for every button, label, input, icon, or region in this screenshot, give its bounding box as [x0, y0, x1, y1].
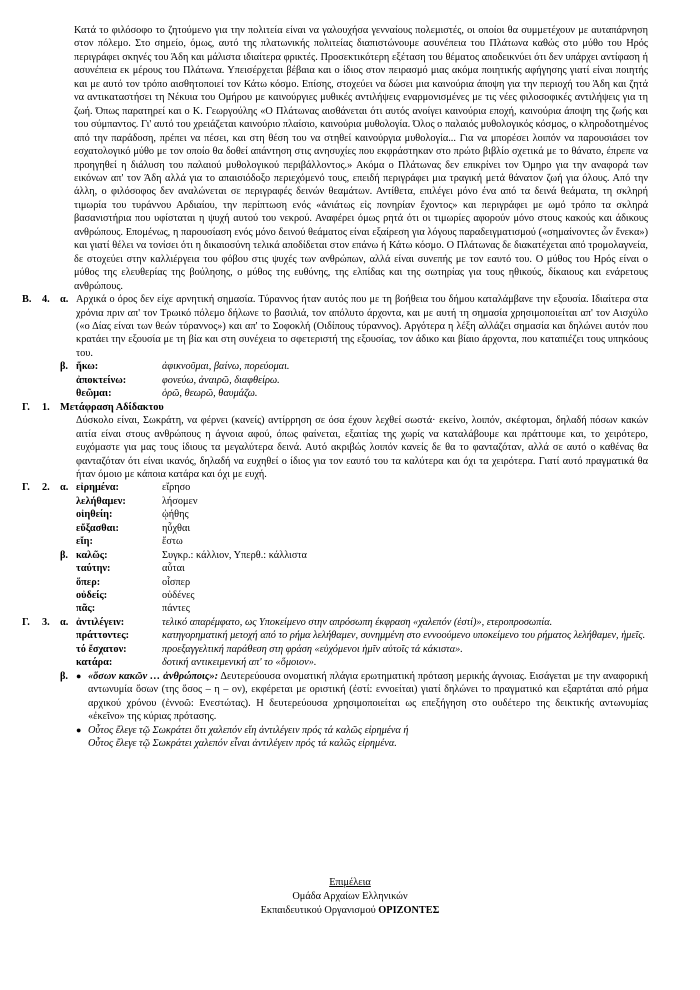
section-group-label-a: α. [60, 616, 69, 628]
syntax-row [76, 616, 648, 629]
section-G1-translation: Δύσκολο είναι, Σωκράτη, να φέρνει (κανείς) αντίρρηση σε όσα έχουν λεχθεί σωστά· εκείνο, λοιπόν, σκέφτομαι, δηλαδή πόσων κακών αιτία είναι στους ανθρώπους η άγνοια αφού, όπως φαίνεται, εξαιτίας της χωρίς να καταλάβουμε και πράττουμε και, το χειρότερο, ευχόμαστε για μας τους ίδιους τα μεγαλύτερα δεινά. Αυτό ακριβώς λοιπόν κανείς δε θα το φανταζόταν, αλλά σε αυτό ο καθένας θα φανταζόταν ότι είναι ικανός, δηλαδή να ευχηθεί ο ίδιος για τον εαυτό του τα καλύτερα και όχι τα χειρότερα. Γιατί αυτό πραγματικά θα ήταν όμοιο με κάποια κατάρα και όχι με ευχή. [76, 415, 648, 480]
list-item [76, 737, 648, 750]
vocab-row [76, 374, 648, 387]
bullets-container [76, 670, 648, 751]
section-B4-item-a-text: Αρχικά ο όρος δεν είχε αρνητική σημασία. Τύραννος ήταν αυτός που με τη βοήθεια του δήμου καταλάμβανε την εξουσία. Ιδιαίτερα στα χρόνια πριν απ' τον Τρωικό πόλεμο δήλωνε το βασιλιά, τον απόλυτο άρχοντα, και με αυτή τη σημασία χρησιμοποιείται απ' τον Αισχύλο («ο Δίας είναι των θεών τύραννος») και απ' το Σοφοκλή (Οιδίπους τύραννος). Αργότερα η λέξη αλλάζει σημασία και δηλώνει αυτόν που κρατάει την εξουσία με τη βία και στη συνέχεια το σφετεριστή της εξουσίας, τον άδικο και βίαιο άρχοντα, που καταπιέζει τους υπηκόους του. [76, 294, 648, 359]
grammar-row [76, 602, 648, 615]
grammar-row [76, 562, 648, 575]
vocab-definition: ἀφικνοῦμαι, βαίνω, πορεύομαι. [162, 361, 290, 373]
grammar-answer: αὗται [162, 563, 185, 575]
vocab-term: ἀποκτείνω: [76, 374, 127, 386]
list-item [76, 724, 648, 737]
syntax-explanation: κατηγορηματική μετοχή από το ρήμα λελήθαμεν, συνημμένη στο εννοούμενο υποκείμενο του ρήματος λελήθαμεν, ἡμεῖς. [162, 630, 646, 642]
list-item [76, 670, 648, 724]
section-group-label-b: β. [60, 670, 68, 682]
grammar-row [76, 576, 648, 589]
section-item-label-a: α. [60, 294, 69, 306]
grammar-term: ταύτην: [76, 563, 111, 575]
grammar-list-verbs [76, 481, 648, 548]
bullet-text: Οὗτος ἔλεγε τῷ Σωκράτει ὅτι χαλεπόν εἴη ἀντιλέγειν πρός τά καλῶς εἰρημένα ή [88, 724, 409, 736]
grammar-term: ὅπερ: [76, 576, 101, 588]
section-G1-heading: Μετάφραση Αδίδακτου [60, 401, 164, 413]
vocab-row [76, 387, 648, 400]
grammar-term: οὐδείς: [76, 590, 108, 602]
syntax-list [76, 616, 648, 670]
syntax-row [76, 656, 648, 669]
section-B4 [22, 293, 648, 360]
grammar-term: καλῶς: [76, 549, 108, 561]
syntax-explanation: προεξαγγελτική παράθεση στη φράση «εὐχόμενοι ἡμῖν αὐτοῖς τά κάκιστα». [162, 643, 463, 655]
syntax-term: κατάρα: [76, 657, 113, 669]
footer-org-prefix: Εκπαιδευτικού Οργανισμού [260, 905, 379, 916]
grammar-row [76, 481, 648, 494]
bullet-dot-icon: ● [76, 671, 82, 682]
grammar-answer: οἷσπερ [162, 576, 191, 588]
grammar-term: εἴη: [76, 536, 93, 548]
bullet-lead: «ὅσων κακῶν … ἀνθρώποις»: [88, 670, 219, 682]
section-G2-group-b [22, 549, 648, 616]
section-label-number: 4. [42, 294, 50, 306]
footer [0, 876, 700, 918]
vocab-term: θεῶμαι: [76, 388, 112, 400]
section-item-label-b: β. [60, 361, 68, 373]
syntax-term: πράττοντες: [76, 630, 130, 642]
footer-organization-line [0, 904, 700, 918]
vocab-row [76, 360, 648, 373]
section-label-number: 2. [42, 482, 50, 494]
syntax-term: ἀντιλέγειν: [76, 616, 125, 628]
bullet-dot-icon: ● [76, 725, 82, 736]
grammar-row [76, 495, 648, 508]
grammar-term: εἰρημένα: [76, 482, 119, 494]
section-G2 [22, 481, 648, 548]
vocab-list-synonyms [76, 360, 648, 400]
bullet-text: Δευτερεύουσα ονοματική πλάγια ερωτηματική πρόταση μερικής άγνοιας. Εισάγεται με την αναφορική αντωνυμία ὅσων (της ὅσος – η – ον), εκφέρεται με οριστική (ἐστί: εννοείται) γιατί δηλώνει το πραγματικό και εξαρτάται από ρήμα αρχικού χρόνου (ἐννοῶ: Ενεστώτας). Η δευτερεύουσα χρησιμοποιείται ως επεξήγηση στο ουδέτερο της δεικτικής αντωνυμίας «ἐκεῖνο» της κύριας πρότασης. [88, 670, 648, 723]
bullet-text: Οὗτος ἔλεγε τῷ Σωκράτει χαλεπόν εἶναι ἀντιλέγειν πρός τά καλῶς εἰρημένα. [88, 738, 397, 750]
section-label-major: Β. [22, 294, 32, 306]
section-label-number: 1. [42, 401, 50, 413]
grammar-answer: εἴρησο [162, 482, 191, 494]
section-label-major: Γ. [22, 616, 30, 628]
footer-title: Επιμέλεια [329, 877, 371, 888]
footer-group-line: Ομάδα Αρχαίων Ελληνικών [292, 891, 408, 902]
grammar-list-forms [76, 549, 648, 616]
section-G3 [22, 616, 648, 670]
section-group-label-a: α. [60, 482, 69, 494]
grammar-answer: ηὖχθαι [162, 522, 191, 534]
syntax-row [76, 629, 648, 642]
grammar-answer: λήσομεν [162, 495, 198, 507]
grammar-row [76, 589, 648, 602]
grammar-row [76, 522, 648, 535]
grammar-row [76, 535, 648, 548]
vocab-definition: ὁρῶ, θεωρῶ, θαυμάζω. [162, 388, 258, 400]
syntax-row [76, 643, 648, 656]
section-label-number: 3. [42, 616, 50, 628]
vocab-term: ἥκω: [76, 361, 99, 373]
footer-org-name: ΟΡΙΖΟΝΤΕΣ [378, 905, 440, 916]
syntax-term: τό ἔσχατον: [76, 643, 127, 655]
grammar-term: λελήθαμεν: [76, 495, 126, 507]
section-B4-vocab [22, 360, 648, 400]
grammar-row [76, 549, 648, 562]
grammar-answer: ᾠήθης [162, 509, 189, 521]
syntax-explanation: δοτική αντικειμενική απ' το «ὅμοιον». [162, 657, 317, 669]
vocab-definition: φονεύω, ἀναιρῶ, διαφθείρω. [162, 374, 280, 386]
section-label-major: Γ. [22, 482, 30, 494]
grammar-term: εὔξασθαι: [76, 522, 119, 534]
grammar-term: οἰηθείη: [76, 509, 113, 521]
grammar-answer: ἔστω [162, 536, 183, 548]
bullet-list [76, 670, 648, 751]
grammar-answer: Συγκρ.: κάλλιον, Υπερθ.: κάλλιστα [162, 549, 307, 561]
grammar-answer: πάντες [162, 603, 190, 615]
section-G3-group-b [22, 670, 648, 751]
grammar-term: πᾶς: [76, 603, 96, 615]
section-group-label-b: β. [60, 549, 68, 561]
syntax-explanation: τελικό απαρέμφατο, ως Υποκείμενο στην απρόσωπη έκφραση «χαλεπόν (ἐστί)», ετεροπροσωπία. [162, 616, 553, 628]
section-G1-body [60, 401, 648, 414]
grammar-answer: οὐδένες [162, 590, 195, 602]
grammar-row [76, 508, 648, 521]
section-G1 [22, 401, 648, 414]
intro-paragraph: Κατά το φιλόσοφο το ζητούμενο για την πολιτεία είναι να γαλουχήσα γενναίους πολεμιστές, οι οποίοι θα συμμετέχουν με αυταπάρνηση στον πόλεμο. Στο σημείο, όμως, αυτό της πλατωνικής πολιτείας διαπιστώνουμε ασυνέπεια του Πλάτωνα καθώς στο μύθο του Ηρός περιγράφει σκηνές του Άδη και μάλιστα ιδιαίτερα φρικτές. Προσεκτικότερη εξέταση του θέματος αποδεικνύει ότι δεν υπάρχει αντίφαση ή ασυνέπεια εκ μέρους του Πλάτωνα. Υπεισέρχεται βέβαια και ο ίδιος στον πειρασμό μιας ακόμα ποιητικής αφήγησης γιατί είναι ποιητής και με αυτό τον τρόπο αισθητοποιεί τον Κάτω κόσμο. Επίσης, στοχεύει να δώσει μια καινούρια άποψη για την περιοχή του Άδη και ζητά να αντικαταστήσει τη Νέκυια του Ομήρου με καινούργιες μυθικές αντιλήψεις εναρμονισμένες με τις νέες φιλοσοφικές αντιλήψεις για τη ζωή. Όπως παρατηρεί και ο Κ. Γεωργούλης «Ο Πλάτωνας αισθάνεται ότι αυτός ανοίγει καινούρια εποχή, καινούρια άποψη της ζωής και του σύμπαντος. Γι' αυτό του χρειάζεται καινούριο πλαίσιο, καινούρια μυθολογία. Όλος ο παλαιός μυθολογικός κόσμος, ο κληροδοτημένος από την παράδοση, πρέπει να πέσει, και στη θέση του να στηθεί καινούργια μυθολογία... Για να μπορέσει λοιπόν να παρουσιάσει τον εσχατολογικό μύθο με τον οποίο θα δοθεί απάντηση στις ανησυχίες που εκφράστηκαν στο πρώτο βιβλίο σχετικά με το θάνατο, έπρεπε να προηγηθεί η διάλυση του παλαιού μυθολογικού περιβάλλοντος.» Ακόμα ο Πλάτωνας δεν επικρίνει τον Όμηρο για την αναφορά των εικόνων απ' τον Άδη αλλά για το απαισιόδοξο περιεχόμενό τους, επειδή περιγράφει μια τραγική μετά θάνατον ζωή για όλους. Από την άλλη, ο φιλόσοφος δεν αναλώνεται σε περιγραφές δεινών θεαμάτων. Αντίθετα, επιλέγει μόνο ένα από τα δεινά θεάματα, τη σκληρή τιμωρία του τυράννου Αρδιαίου, την περίπτωση ενός «ἀνιάτως εἰς πονηρίαν ἔχοντος» και περιγράφει με ωμό τρόπο τα σκληρά βασανιστήρια που υφίσταται η ψυχή αυτού του νεκρού. Αναφέρει όμως ρητά ότι οι τιμωρίες αφορούν μόνο στους κακούς και άδικους ανθρώπους. Επομένως, η παρουσίαση ενός μόνο δεινού θεάματος είναι εξαίρεση για λόγους παραδειγματισμού («σημαίνοντες ὧν ἕνεκα») και γιατί θέλει να τονίσει ότι η δικαιοσύνη τελικά αποδίδεται στον επάνω ή Κάτω κόσμο. Ο Πλάτωνας δε διακατέχεται από τρομολαγνεία, δε στοχεύει στην καλλιέργεια του φόβου στις ψυχές των ανθρώπων, αλλά είναι συνεπής με τον εαυτό του. Ο μύθος του Ηρός είναι ο μύθος της ελευθερίας της βούλησης, ο μύθος της ευθύνης, της ελπίδας και της σωτηρίας για τους ηθικούς, δίκαιους και ενάρετους ανθρώπους. [74, 25, 648, 292]
section-label-major: Γ. [22, 401, 30, 413]
